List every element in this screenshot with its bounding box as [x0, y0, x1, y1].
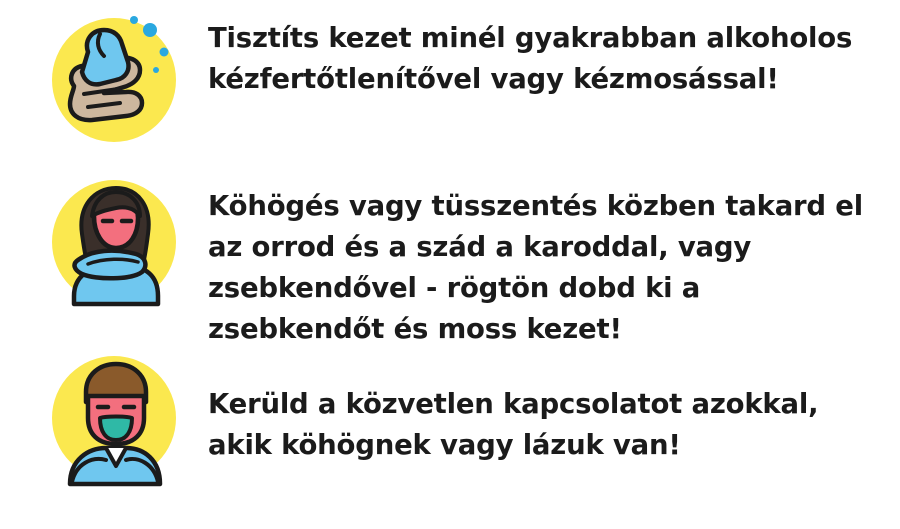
tip-text: Kerüld a közvetlen kapcsolatot azokkal, akik köhögnek vagy lázuk van!	[208, 388, 819, 461]
tip-text-cell	[208, 8, 880, 100]
tip-item	[0, 172, 900, 352]
tip-icon-cell	[48, 172, 208, 312]
tip-icon-cell	[48, 8, 208, 148]
tip-icon-cell	[48, 352, 208, 492]
tip-text-cell	[208, 172, 880, 350]
tip-text: Köhögés vagy tüsszentés közben takard el az orrod és a szád a karoddal, vagy zsebkendővel - rögtön dobd ki a zsebkendőt és moss kezet!	[208, 190, 863, 345]
tip-text: Tisztíts kezet minél gyakrabban alkoholos kézfertőtlenítővel vagy kézmosással!	[208, 22, 853, 95]
tip-text-cell	[208, 352, 880, 466]
avoid-close-contact-icon	[48, 352, 188, 492]
hand-washing-icon	[48, 8, 188, 148]
tip-item	[0, 352, 900, 529]
cough-into-elbow-icon	[48, 172, 188, 312]
tip-item	[0, 0, 900, 172]
